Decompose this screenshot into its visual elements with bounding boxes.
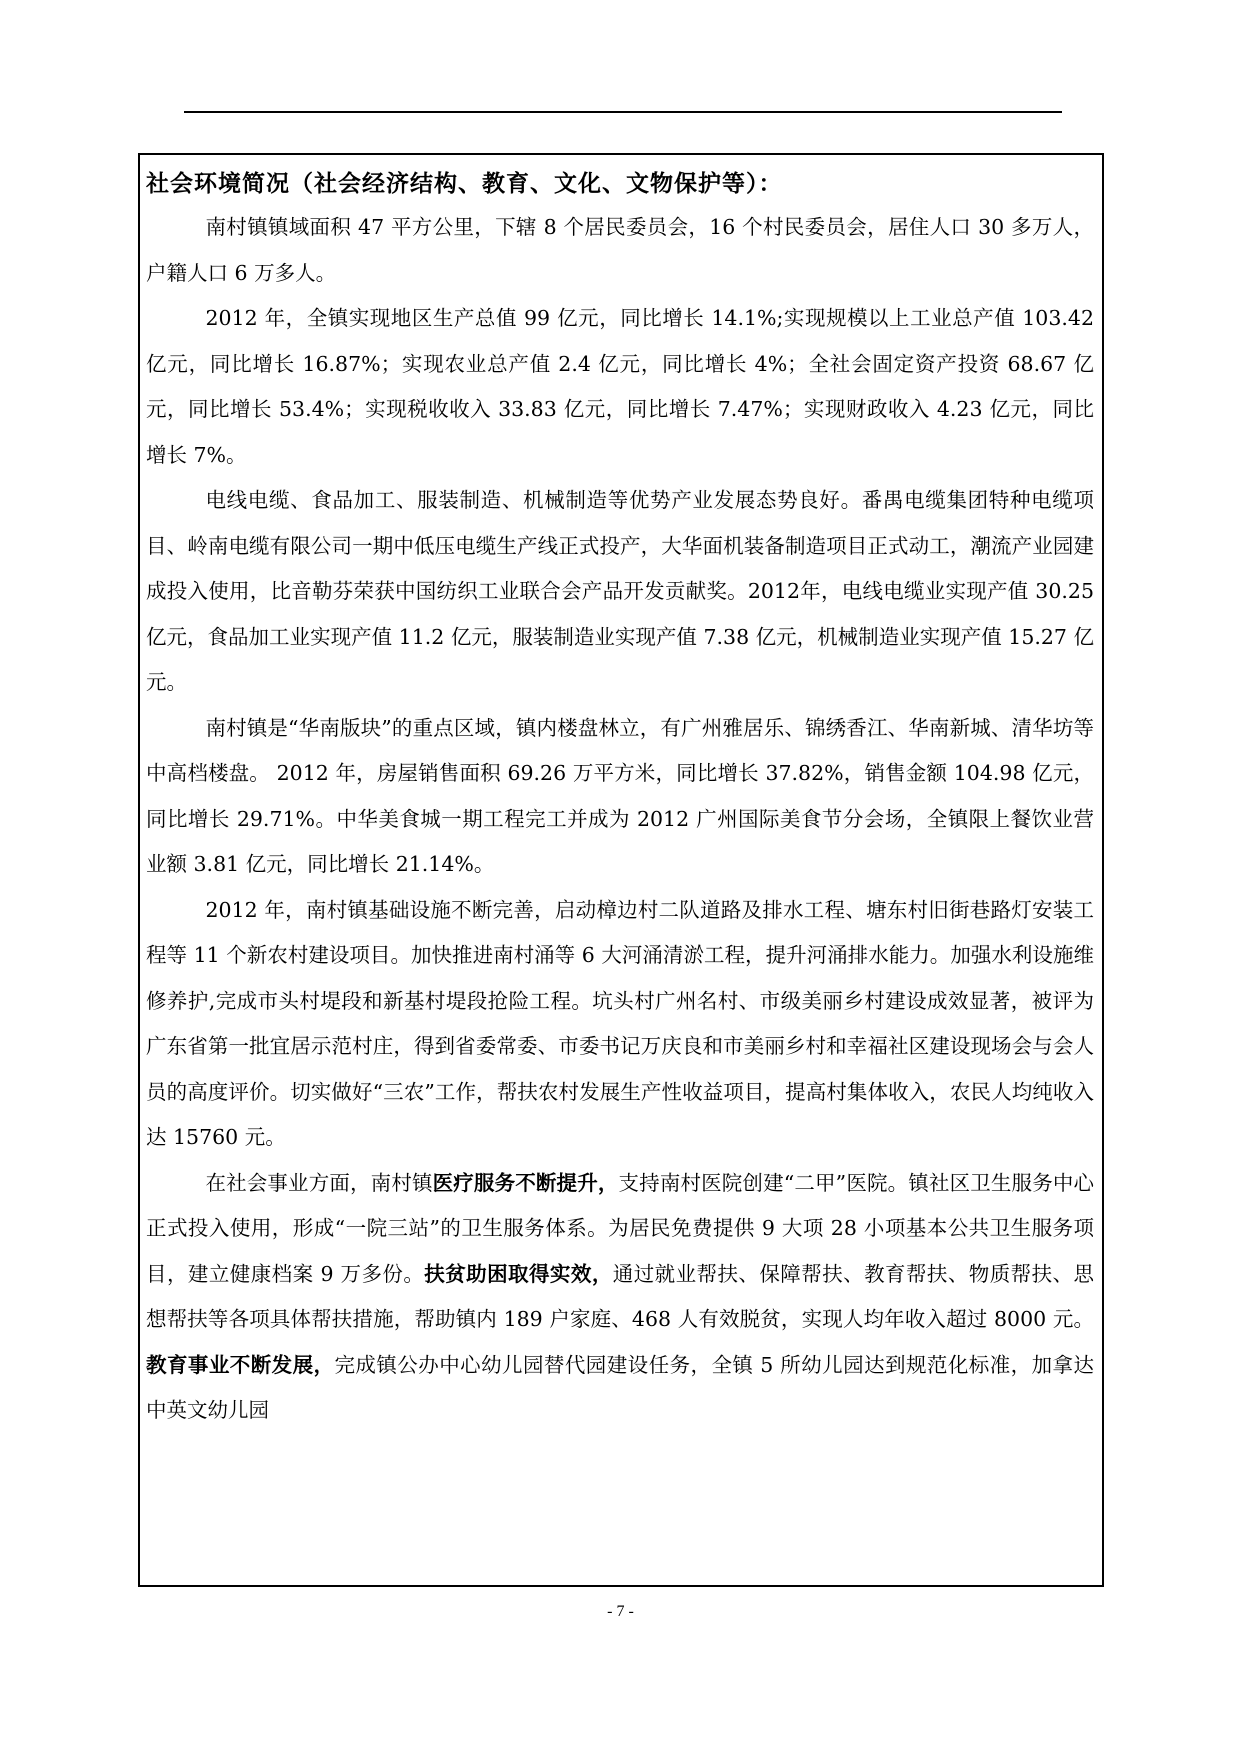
paragraph-text: 通过就业帮扶、保障帮扶、教育帮扶、物质帮扶、思想帮扶等各项具体帮扶措施，帮助镇内 189 户家庭、468 人有效脱贫，实现人均年收入超过 8000 元。 [146, 1261, 1095, 1331]
paragraph-text: 支持南村医院创建“二甲”医院。镇社区卫生服务中心正式投入使用，形成“一院三站”的卫生服务体系。为居民免费提供 9 大项 28 小项基本公共卫生服务项目，建立健康档案 9 万多份。 [146, 1170, 1095, 1286]
page-number: - 7 - [607, 1603, 634, 1620]
paragraph-overview [146, 205, 1094, 296]
paragraph-industry [146, 478, 1094, 706]
paragraph-real-estate [146, 706, 1094, 888]
paragraph-social-affairs [146, 1161, 1094, 1434]
paragraph-infrastructure [146, 888, 1094, 1161]
content-frame [138, 153, 1104, 1587]
header-rule [184, 111, 1062, 113]
paragraph-text: 完成镇公办中心幼儿园替代园建设任务，全镇 5 所幼儿园达到规范化标准，加拿达中英文幼儿园 [146, 1352, 1094, 1422]
paragraph-text: 南村镇镇域面积 47 平方公里，下辖 8 个居民委员会，16 个村民委员会，居住人口 30 多万人，户籍人口 6 万多人。 [146, 215, 1094, 285]
paragraph-economy [146, 296, 1094, 478]
paragraph-text: 2012 年，南村镇基础设施不断完善，启动樟边村二队道路及排水工程、塘东村旧街巷路灯安装工程等 11 个新农村建设项目。加快推进南村涌等 6 大河涌清淤工程，提升河涌排水能力。加强水利设施维修养护,完成市头村堤段和新基村堤段抢险工程。坑头村广州名村、市级美丽乡村建设成效显著，被评为广东省第一批宜居示范村庄，得到省委常委、市委书记万庆良和市美丽乡村和幸福社区建设现场会与会人员的高度评价。切实做好“三农”工作，帮扶农村发展生产性收益项目，提高村集体收入，农民人均纯收入达 15760 元。 [146, 897, 1094, 1149]
emphasis-education: 教育事业不断发展， [146, 1352, 335, 1377]
paragraph-text: 在社会事业方面，南村镇 [205, 1170, 433, 1195]
emphasis-medical: 医疗服务不断提升， [432, 1170, 619, 1195]
emphasis-poverty: 扶贫助困取得实效， [424, 1261, 613, 1286]
paragraph-text: 2012 年，全镇实现地区生产总值 99 亿元，同比增长 14.1%;实现规模以上工业总产值 103.42 亿元，同比增长 16.87%；实现农业总产值 2.4 亿元，同比增长 4%；全社会固定资产投资 68.67 亿元，同比增长 53.4%；实现税收收入 33.83 亿元，同比增长 7.47%；实现财政收入 4.23 亿元，同比增长 7%。 [146, 306, 1094, 467]
section-heading: 社会环境简况（社会经济结构、教育、文化、文物保护等）： [146, 171, 783, 197]
paragraph-text: 南村镇是“华南版块”的重点区域，镇内楼盘林立，有广州雅居乐、锦绣香江、华南新城、清华坊等中高档楼盘。 2012 年，房屋销售面积 69.26 万平方米，同比增长 37.82%，销售金额 104.98 亿元，同比增长 29.71%。中华美食城一期工程完工并成为 2012 广州国际美食节分会场，全镇限上餐饮业营业额 3.81 亿元，同比增长 21.14%。 [146, 715, 1094, 876]
paragraph-text: 电线电缆、食品加工、服装制造、机械制造等优势产业发展态势良好。番禺电缆集团特种电缆项目、岭南电缆有限公司一期中低压电缆生产线正式投产，大华面机装备制造项目正式动工，潮流产业园建成投入使用，比音勒芬荣获中国纺织工业联合会产品开发贡献奖。2012年，电线电缆业实现产值 30.25 亿元，食品加工业实现产值 11.2 亿元，服装制造业实现产值 7.38 亿元，机械制造业实现产值 15.27 亿元。 [146, 488, 1094, 694]
